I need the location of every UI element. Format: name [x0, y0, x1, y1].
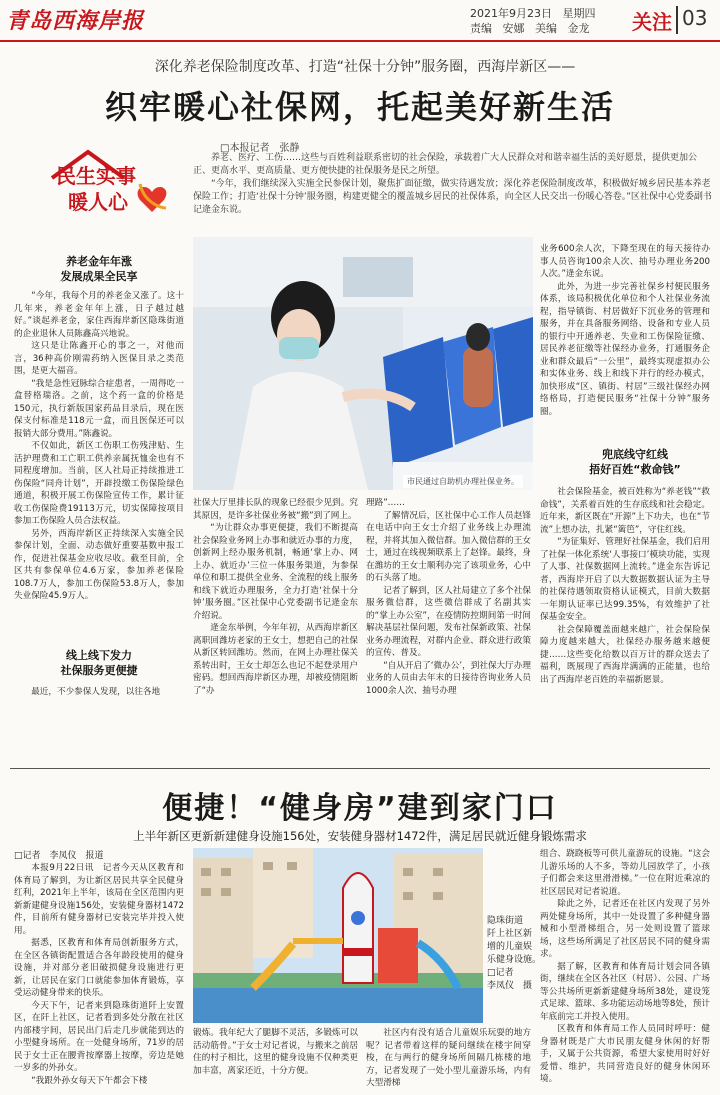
- article1-col4: [540, 243, 710, 443]
- article1-col1: [14, 290, 184, 640]
- lead-paragraph: “今年，我们继续深入实施全民参保计划，聚焦扩面征缴，做实待遇发放；深化养老保险制度改革，积极做好城乡居民基本养老保险工作；打造‘社保十分钟’服务圈，构建更健全的覆盖城乡居民的社保体系，向全区人民交出一份暖心答卷。”区社保中心党委副书记逄金东说。: [193, 179, 712, 215]
- body-paragraph: “我跟外孙女每天下午都会下楼: [31, 1075, 148, 1086]
- body-paragraph: 社会保险基金，被百姓称为“养老钱”“救命钱”，关系着百姓的生存底线和社会稳定。近年来，新区既在“开源”上下功夫，也在“节流”上想办法，扎紧“篱笆”，守住红线。: [540, 487, 710, 535]
- body-paragraph: 社会保障覆盖面越来越广，社会保险保障力度越来越大，社保经办服务越来越便捷……这些变化给数以百万计的群众送去了福利，既展现了西海岸满满的正能量，也给出了西海岸老百姓的幸福新愿景。: [540, 624, 710, 685]
- issue-info: [470, 6, 596, 36]
- body-paragraph: 社保大厅里排长队的现象已经很少见到。究其原因，是许多社保业务被“搬”到了网上。: [193, 498, 358, 521]
- playground-rocket-image: [193, 848, 483, 1023]
- body-paragraph: 逄金东举例，今年年初，从西海岸新区离职回潍坊老家的王女士，想把自己的社保从新区转回潍坊。然而，在网上办理社保关系转出时，王女士却怎么也记不起登录用户密码。想回西海岸新区办理，却被疫情阻断了“办: [193, 623, 358, 696]
- editor-label-2: 美编: [535, 22, 557, 35]
- section-name: 关注: [632, 10, 672, 34]
- article1-col2: [193, 497, 358, 762]
- body-paragraph: 本报9月22日讯 记者今天从区教育和体育局了解到，为让新区居民共享全民健身红利，2021年上半年，该局在全区范围内更新新建健身设施156处，安装健身器材1472件，目前所有健身器材已安装完毕并投入使用。: [14, 863, 184, 936]
- subhead-fund: [560, 447, 710, 477]
- subhead-pension: [14, 254, 184, 284]
- photo-self-service: [193, 237, 533, 490]
- article1-headline: 织牢暖心社保网，托起美好新生活: [104, 88, 615, 126]
- caption-line: 阡上社区新: [487, 929, 533, 939]
- body-paragraph: 另外，西海岸新区正持续深入实施全民参保计划，全面、动态做好重要基数申报工作，促进社保基金应收尽收。截至目前，全区共有参保单位4.6万家，参加养老保险108.7万人，参加工伤保险53.8万人，参加失业保险45.9万人。: [14, 528, 184, 601]
- caption-line: 增的儿童娱: [487, 942, 533, 952]
- article1-col1b: [14, 686, 184, 726]
- body-paragraph: 据了解，区教育和体育局计划会同各镇街，继续在全区各社区（村居）、公园、广场等公共场所更新新建健身场所38处，建设笼式足球、篮球、多功能运动场地等8处，预计年底前完工并投入使用。: [540, 961, 710, 1022]
- body-paragraph: 业务600余人次，下降至现在的每天接待办事人员咨询100余人次、抽号办理业务200人次。”逄金东说。: [540, 244, 710, 279]
- subhead-online: [14, 648, 184, 678]
- body-paragraph: 了解情况后，区社保中心工作人员赵锋在电话中向王女士介绍了业务线上办理流程，并将其加入微信群。加入微信群的王女士，通过在线视频联系上了赵锋。最终，身在潍坊的王女士顺利办完了该项业务，心中的石头落了地。: [366, 510, 531, 583]
- body-paragraph: 这只是让陈鑫开心的事之一，对他而言，36种高价刚需药纳入医保目录之类范围，是更大福音。: [14, 341, 184, 376]
- subhead-line: 养老金年年涨: [66, 255, 132, 268]
- article2-byline: □记者 李凤仪 报道: [14, 851, 104, 861]
- photo2-caption: [487, 915, 547, 993]
- article2-col2: [193, 1027, 358, 1093]
- issue-date: 2021年9月23日: [470, 7, 552, 20]
- livelihood-badge: [48, 148, 188, 220]
- badge-line-2: 暖人心: [68, 190, 128, 214]
- caption-line: 乐健身设施。: [487, 955, 542, 965]
- body-paragraph: “今年，我每个月的养老金又涨了。这十几年来，养老金年年上涨，日子越过越好。”谈起养老金，家住西海岸新区隐珠街道的企业退休人员陈鑫高兴地说。: [14, 291, 184, 339]
- photo-playground: [193, 848, 483, 1023]
- article1-col4b: [540, 486, 710, 762]
- caption-line: 李凤仪 摄: [487, 981, 533, 991]
- page-number: 03: [676, 6, 720, 34]
- body-paragraph: 此外，为进一步完善社保乡村便民服务体系，该局积极优化单位和个人社保业务流程，指导镇街、村居做好下沉业务的管理和服务，并在具备服务网络、设备和专业人员的银行中开通养老、失业和工伤保险征缴、居民养老征缴等社保经办业务，打通服务企业和群众最后“一公里”，最终实现虚拟办公和实体业务、线上和线下并行的经办模式，加快形成“区、镇街、村居”三级社保经办网络格局，打造便民服务“社保十分钟”服务圈。: [540, 281, 710, 417]
- article2-col1: [14, 862, 184, 1092]
- body-paragraph: 不仅如此，新区工伤职工伤残津贴、生活护理费和工亡职工供养亲属抚恤金也有不同程度增加。当前，区人社局正持续推进工伤保险“同舟计划”，开辟投缴工伤保险绿色通道，积极开展工伤保险宣传工作，累计征收工伤保险费19113万元，切实保障按项目参加工伤保险人员合法权益。: [14, 441, 184, 526]
- editor-name-2: 金龙: [567, 22, 590, 35]
- body-paragraph: 除此之外，记者还在社区内发现了另外两处健身场所，其中一处设置了多种健身器械和小型滑梯组合，另一处则设置了篮球场，这些场所满足了社区居民不同的健身需求。: [540, 899, 710, 959]
- badge-line-1: 民生实事: [56, 164, 136, 188]
- body-paragraph: “我是急性冠脉综合症患者，一周得吃一盒替格瑞洛。之前，这个药一盒的价格是150元，执行新版国家药品目录后，现在医保支付标准是118元一盒，而且医保还可以报销大部分费用。”陈鑫说。: [14, 378, 184, 439]
- body-paragraph: “自从开启了‘微办公’，到社保大厅办理业务的人员由去年末的日接待咨询业务人员1000余人次、抽号办理: [366, 660, 531, 696]
- body-paragraph: 最近，不少参保人发现，以往各地: [31, 687, 161, 697]
- subhead-line: 社保服务更便捷: [60, 664, 138, 677]
- caption-line: □记者: [487, 968, 514, 978]
- article2-col4: [540, 848, 710, 1093]
- body-paragraph: 锻炼。我年纪大了腿脚不灵活，多锻炼可以活动筋骨。”于女士对记者说，与搬来之前居住的村子相比，这里的健身设施不仅种类更加丰富，离家还近，十分方便。: [193, 1028, 358, 1076]
- body-paragraph: 组合、跷跷板等可供儿童游玩的设施。“这会儿游乐场的人不多，等幼儿园放学了，小孩子们都会来这里滑滑梯。”一位在附近乘凉的社区居民对记者说道。: [540, 849, 710, 897]
- article2-col3: [366, 1027, 531, 1093]
- body-paragraph: 今天下午，记者来到隐珠街道阡上安置区，在阡上社区，记者看到多处分散在社区内部楼宇间，居民出门后走几步就能到达的小型健身场所。在一处健身场所，71岁的居民于女士正在腰背按摩器上按摩，旁边是她一岁多的外孙女。: [14, 1000, 184, 1073]
- subhead-line: 线上线下发力: [66, 649, 132, 662]
- subhead-line: 兜底线守红线: [602, 448, 668, 461]
- article2-headline: 便捷！“健身房”建到家门口: [162, 791, 558, 826]
- article1-byline: □本报记者 张静: [220, 143, 300, 154]
- subhead-line: 发展成果全民享: [60, 270, 138, 283]
- body-paragraph: 记者了解到，区人社局建立了多个社保服务微信群，这些微信群成了名副其实的“掌上办公室”，在疫情防控期间第一时间解决基层社保问题，发布社保新政策、社保业务办理流程，对群内企业、群众进行政策的宣传、普及。: [366, 585, 531, 658]
- body-paragraph: 据悉，区教育和体育局创新服务方式，在全区各镇街配置适合各年龄段使用的健身设施，并对部分老旧破损健身设施进行更新，让居民在家门口就能参加体育锻炼，享受运动健身带来的快乐。: [14, 938, 184, 998]
- editor-label-1: 责编: [470, 22, 492, 35]
- body-paragraph: 区教育和体育局工作人员同时呼吁：健身器材既是广大市民朋友健身休闲的好帮手，又属于公共资源，希望大家使用时好好爱惜、维护，共同营造良好的健身休闲环境。: [540, 1024, 710, 1084]
- photo-caption: 市民通过自助机办理社保业务。: [403, 475, 523, 488]
- body-paragraph: 理路”……: [366, 498, 405, 508]
- self-service-kiosk-image: [193, 237, 533, 490]
- masthead: [0, 0, 720, 40]
- body-paragraph: “为征集好、管理好社保基金，我们启用了社保一体化系统‘人事接口’模块功能，实现了人事、社保数据网上流转。”逄金东告诉记者，西海岸开启了以大数据数据认证为主导的社保待遇领取资格认证模式，目前大数据一年期认证率已达99.35%，有效维护了社保基金安全。: [540, 537, 710, 622]
- article1-col3: [366, 497, 531, 762]
- caption-line: 隐珠街道: [487, 916, 524, 926]
- subhead-line: 捂好百姓“救命钱”: [589, 463, 681, 476]
- article2-deck: 上半年新区更新新建健身设施156处，安装健身器材1472件，满足居民就近健身锻炼需求: [133, 829, 587, 843]
- editor-name-1: 安娜: [502, 22, 525, 35]
- article-divider: [10, 768, 710, 769]
- newspaper-logo: 青岛西海岸报: [6, 8, 145, 34]
- article1-lead: [193, 152, 713, 217]
- lead-paragraph: 养老、医疗、工伤……这些与百姓利益联系密切的社会保险，承载着广大人民群众对和谐幸福生活的美好愿景，提供更加公正、更高水平、更高质量、更方便快捷的社保服务是民之所望。: [193, 153, 698, 176]
- issue-weekday: 星期四: [562, 7, 596, 20]
- masthead-rule: [0, 40, 720, 42]
- article1-kicker: 深化养老保险制度改革、打造“社保十分钟”服务圈，西海岸新区——: [154, 59, 576, 75]
- body-paragraph: “为让群众办事更便捷，我们不断提高社会保险业务网上办事和就近办事的力度，创新网上经办服务机制，畅通‘掌上办、网上办、就近办’三位一体服务渠道，为参保单位和职工提供全业务、全流程的线上服务和线下就近办理服务，全力打造‘社保十分钟’服务圈。”区社保中心党委副书记逄金东介绍说。: [193, 523, 358, 621]
- body-paragraph: 社区内有没有适合儿童娱乐玩耍的地方呢？记者带着这样的疑问继续在楼宇间穿梭，在与两行的健身场所间隔几栋楼的地方，记者发现了一处小型儿童游乐场，内有大型滑梯: [366, 1028, 531, 1088]
